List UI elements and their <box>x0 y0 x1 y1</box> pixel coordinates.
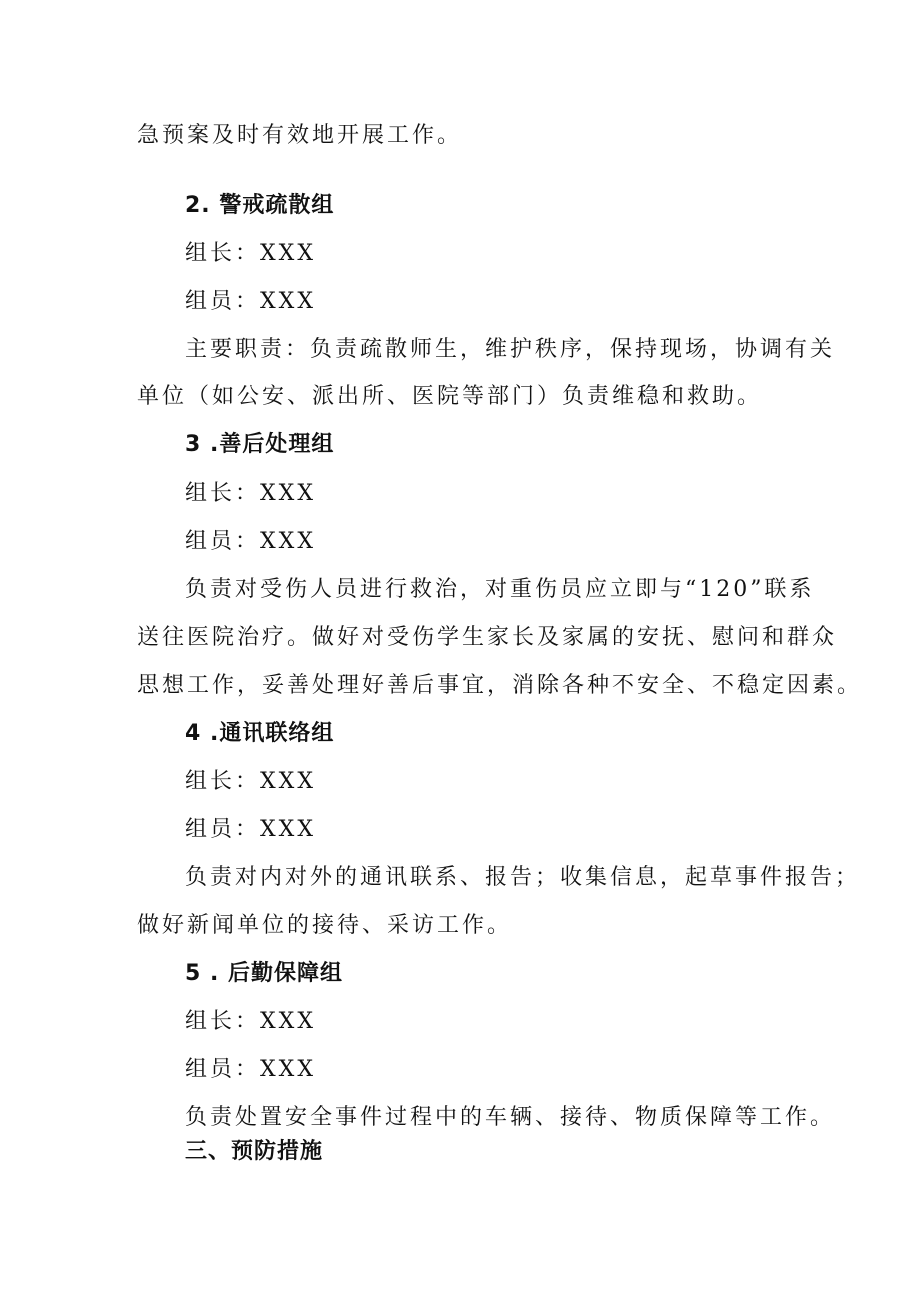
group-heading-evacuation: 2. 警戒疏散组 <box>185 193 335 218</box>
group-duties-communication-line1: 负责对内对外的通讯联系、报告；收集信息，起草事件报告； <box>185 865 861 890</box>
group-leader-logistics: 组长：XXX <box>185 1009 316 1034</box>
group-members-logistics: 组员：XXX <box>185 1057 316 1082</box>
group-duties-aftermath-line3: 思想工作，妥善处理好善后事宜，消除各种不安全、不稳定因素。 <box>137 673 863 698</box>
group-leader-aftermath: 组长：XXX <box>185 481 316 506</box>
group-duties-evacuation-line2: 单位（如公安、派出所、医院等部门）负责维稳和救助。 <box>137 384 763 409</box>
group-duties-aftermath-line2: 送往医院治疗。做好对受伤学生家长及家属的安抚、慰问和群众 <box>137 625 838 650</box>
intro-continuation: 急预案及时有效地开展工作。 <box>137 123 463 148</box>
group-leader-communication: 组长：XXX <box>185 769 316 794</box>
group-members-evacuation: 组员：XXX <box>185 289 316 314</box>
group-members-communication: 组员：XXX <box>185 817 316 842</box>
group-duties-aftermath-line1: 负责对受伤人员进行救治，对重伤员应立即与“120”联系 <box>185 577 815 602</box>
group-duties-evacuation-line1: 主要职责：负责疏散师生，维护秩序，保持现场，协调有关 <box>185 337 836 362</box>
group-heading-communication: 4 .通讯联络组 <box>185 721 335 746</box>
group-members-aftermath: 组员：XXX <box>185 529 316 554</box>
group-heading-aftermath: 3 .善后处理组 <box>185 432 335 457</box>
group-duties-communication-line2: 做好新闻单位的接待、采访工作。 <box>137 913 513 938</box>
group-duties-logistics-line1: 负责处置安全事件过程中的车辆、接待、物质保障等工作。 <box>185 1105 836 1130</box>
group-leader-evacuation: 组长：XXX <box>185 241 316 266</box>
group-heading-logistics: 5 . 后勤保障组 <box>185 961 343 986</box>
section-heading-prevention: 三、预防措施 <box>185 1139 324 1164</box>
